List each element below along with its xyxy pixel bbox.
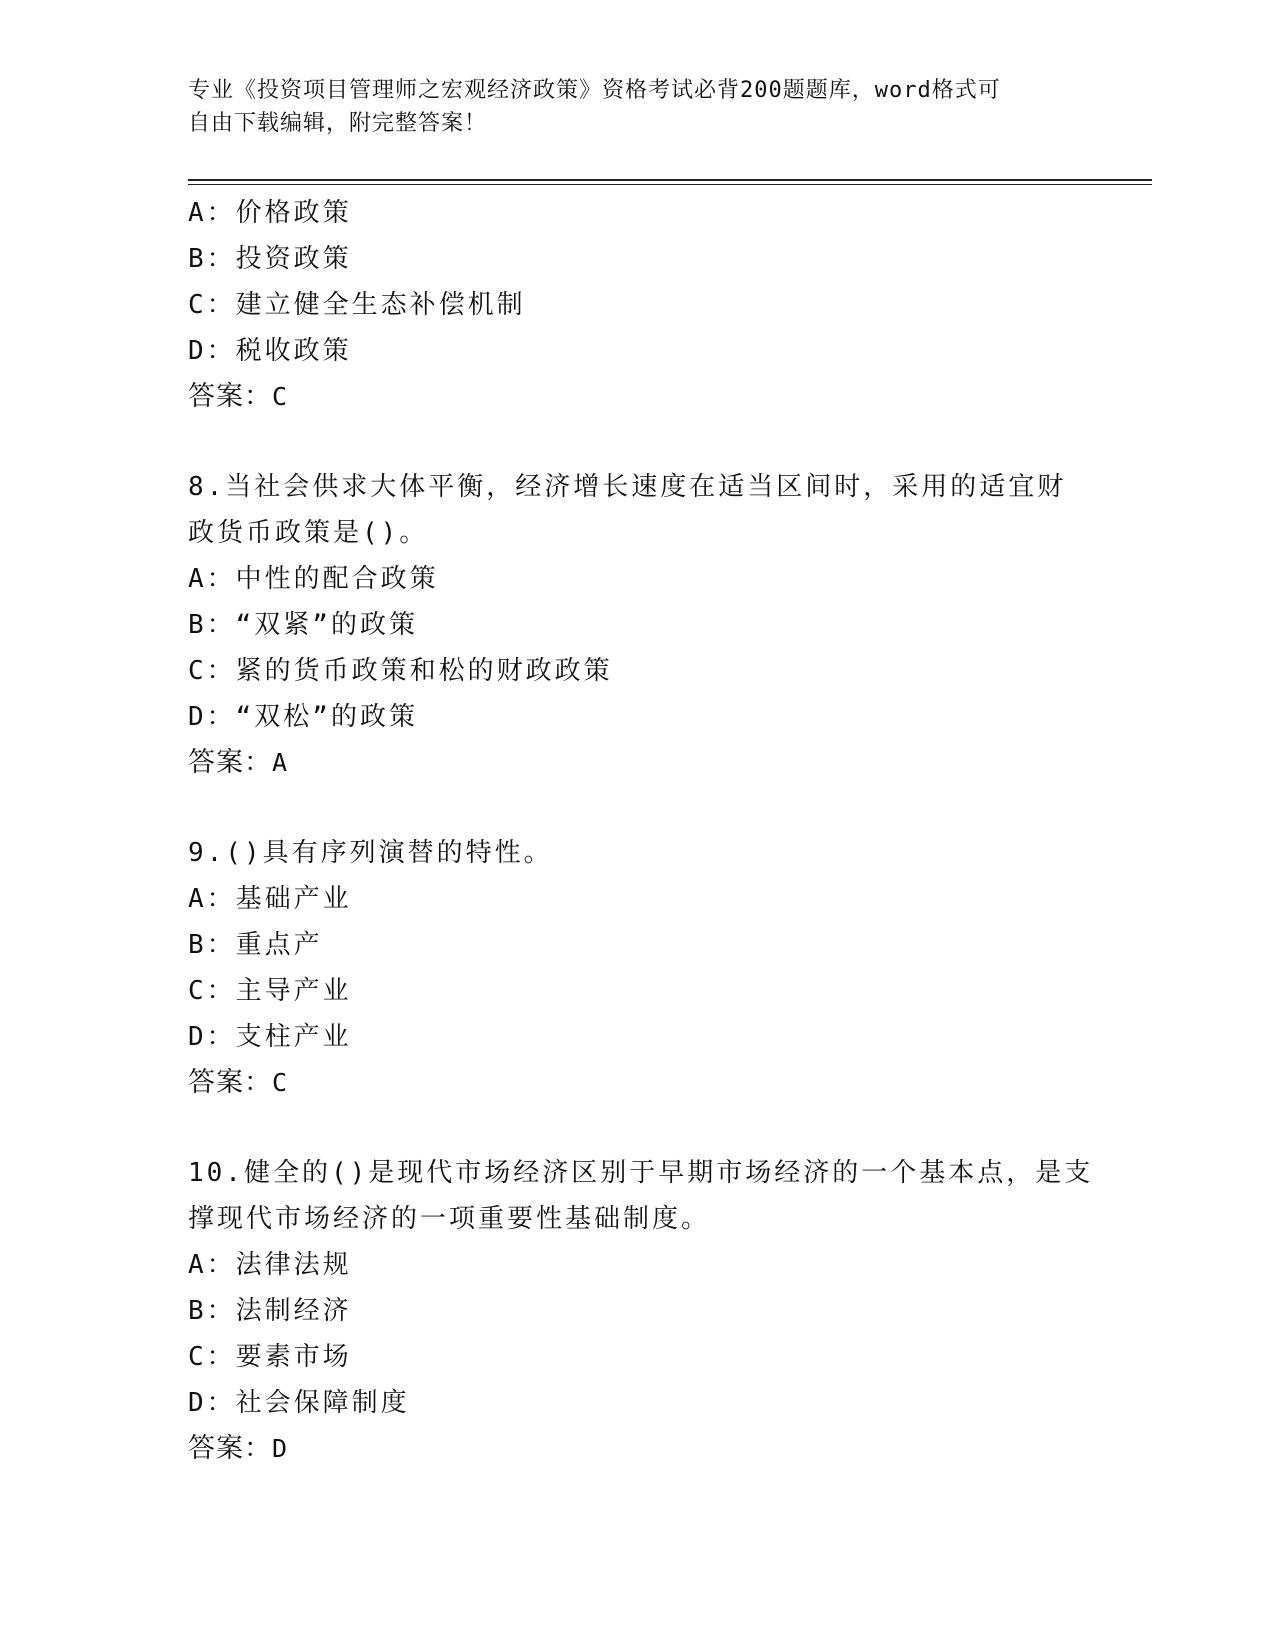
option-b: B：“双紧”的政策 — [188, 610, 418, 640]
answer-line — [188, 1060, 1088, 1106]
question-stem-line-2: 撑现代市场经济的一项重要性基础制度。 — [188, 1204, 711, 1234]
answer-value: C — [272, 382, 289, 411]
option-a: A：法律法规 — [188, 1250, 352, 1280]
question-list — [188, 190, 1094, 1472]
option-b: B：重点产 — [188, 930, 323, 960]
answer-value: C — [272, 1068, 289, 1097]
option-b: B：法制经济 — [188, 1296, 352, 1326]
option-a: A：基础产业 — [188, 884, 352, 914]
answer-value: D — [272, 1434, 289, 1463]
option-c: C：要素市场 — [188, 1342, 352, 1372]
header-divider-thick — [188, 179, 1152, 181]
question-10 — [188, 1150, 1094, 1472]
option-d: D：“双松”的政策 — [188, 702, 418, 732]
header-divider-thin — [188, 184, 1152, 185]
option-a: A：中性的配合政策 — [188, 564, 439, 594]
option-d: D：税收政策 — [188, 336, 352, 366]
option-d: D：社会保障制度 — [188, 1388, 410, 1418]
option-c: C：紧的货币政策和松的财政政策 — [188, 656, 613, 686]
option-c: C：建立健全生态补偿机制 — [188, 290, 526, 320]
answer-line — [188, 740, 1088, 786]
question-9 — [188, 830, 1088, 1106]
answer-line — [188, 1426, 1088, 1472]
answer-label: 答案： — [188, 1067, 272, 1098]
answer-label: 答案： — [188, 747, 272, 778]
question-stem-line-2: 政货币政策是()。 — [188, 518, 429, 548]
option-d: D：支柱产业 — [188, 1022, 352, 1052]
header-line-1: 专业《投资项目管理师之宏观经济政策》资格考试必背200题题库，word格式可 — [188, 78, 1001, 103]
answer-line — [188, 374, 1088, 420]
document-header — [188, 74, 1068, 140]
option-c: C：主导产业 — [188, 976, 352, 1006]
question-stem-line-1: 10.健全的()是现代市场经济区别于早期市场经济的一个基本点，是支 — [188, 1158, 1094, 1188]
header-line-2: 自由下载编辑，附完整答案！ — [188, 111, 488, 136]
answer-value: A — [272, 748, 289, 777]
question-7 — [188, 190, 1088, 420]
question-stem-line-1: 8.当社会供求大体平衡，经济增长速度在适当区间时，采用的适宜财 — [188, 472, 1067, 502]
answer-label: 答案： — [188, 381, 272, 412]
answer-label: 答案： — [188, 1433, 272, 1464]
option-a: A：价格政策 — [188, 198, 352, 228]
question-stem-line-1: 9.()具有序列演替的特性。 — [188, 838, 553, 868]
option-b: B：投资政策 — [188, 244, 352, 274]
question-8 — [188, 464, 1088, 786]
